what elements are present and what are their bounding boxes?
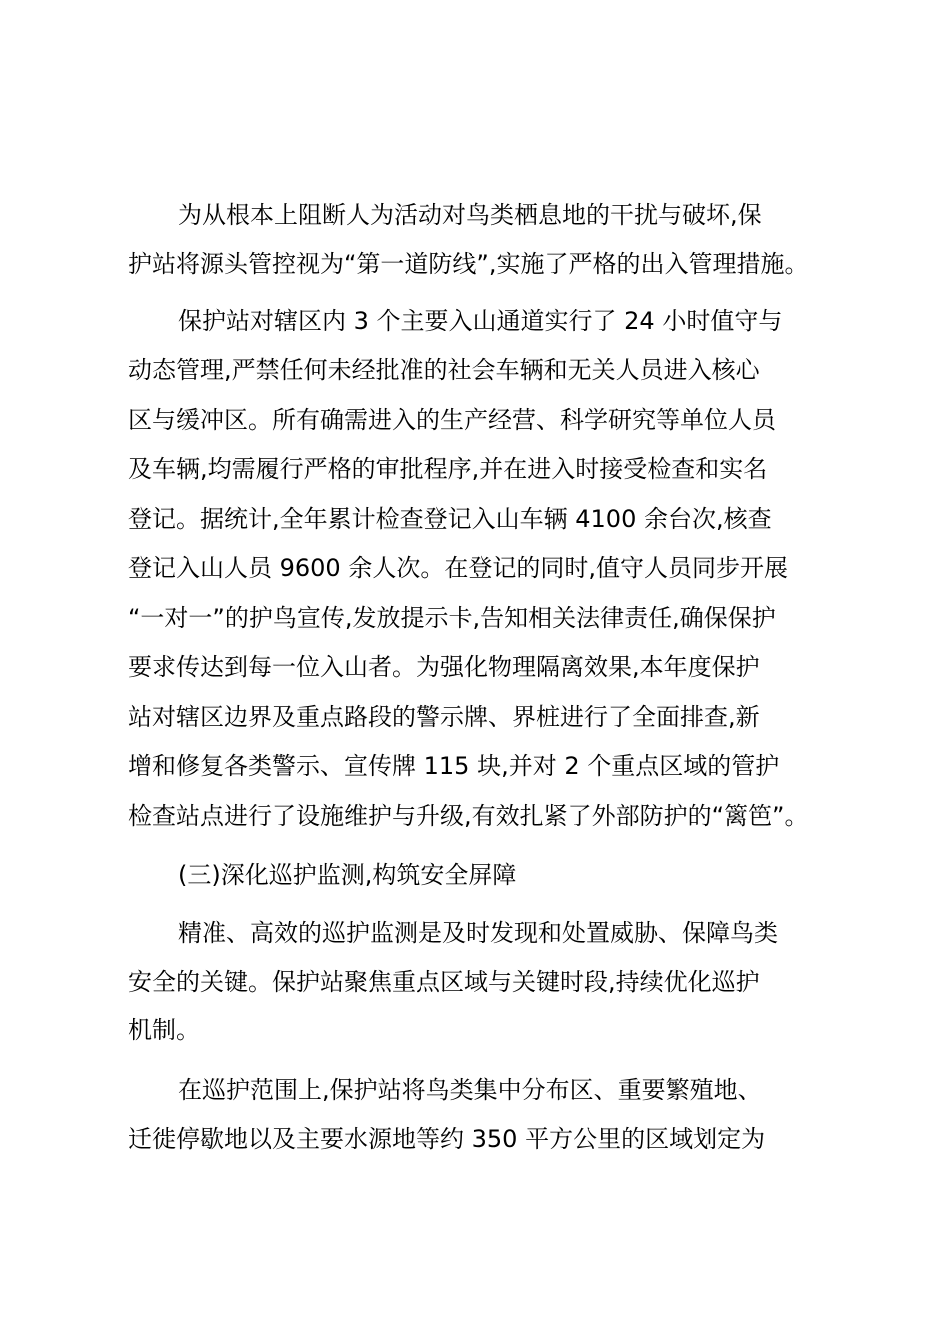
paragraph-2-line-1: 保护站对辖区内 3 个主要入山通道实行了 24 小时值守与 [178, 307, 783, 335]
paragraph-2-line-3: 区与缓冲区。所有确需进入的生产经营、科学研究等单位人员 [128, 406, 776, 434]
paragraph-2-line-2: 动态管理,严禁任何未经批准的社会车辆和无关人员进入核心 [128, 356, 760, 384]
paragraph-2-line-7: “一对一”的护鸟宣传,发放提示卡,告知相关法律责任,确保保护 [128, 604, 776, 632]
paragraph-4-line-2: 迁徙停歇地以及主要水源地等约 350 平方公里的区域划定为 [128, 1125, 766, 1153]
paragraph-3-line-2: 安全的关键。保护站聚焦重点区域与关键时段,持续优化巡护 [128, 968, 760, 996]
paragraph-2-line-9: 站对辖区边界及重点路段的警示牌、界桩进行了全面排查,新 [128, 703, 760, 731]
paragraph-2-line-6: 登记入山人员 9600 余人次。在登记的同时,值守人员同步开展 [128, 554, 788, 582]
paragraph-2-line-5: 登记。据统计,全年累计检查登记入山车辆 4100 余台次,核查 [128, 505, 772, 533]
paragraph-1-line-2: 护站将源头管控视为“第一道防线”,实施了严格的出入管理措施。 [128, 250, 809, 278]
paragraph-1-line-1: 为从根本上阻断人为活动对鸟类栖息地的干扰与破坏,保 [178, 201, 762, 229]
paragraph-2-line-10: 增和修复各类警示、宣传牌 115 块,并对 2 个重点区域的管护 [128, 752, 780, 780]
paragraph-4-line-1: 在巡护范围上,保护站将鸟类集中分布区、重要繁殖地、 [178, 1076, 762, 1104]
paragraph-3-line-3: 机制。 [128, 1016, 200, 1044]
section-heading: (三)深化巡护监测,构筑安全屏障 [178, 861, 517, 889]
paragraph-2-line-8: 要求传达到每一位入山者。为强化物理隔离效果,本年度保护 [128, 653, 760, 681]
paragraph-3-line-1: 精准、高效的巡护监测是及时发现和处置威胁、保障鸟类 [178, 919, 778, 947]
paragraph-2-line-11: 检查站点进行了设施维护与升级,有效扎紧了外部防护的“篱笆”。 [128, 802, 809, 830]
paragraph-2-line-4: 及车辆,均需履行严格的审批程序,并在进入时接受检查和实名 [128, 455, 768, 483]
